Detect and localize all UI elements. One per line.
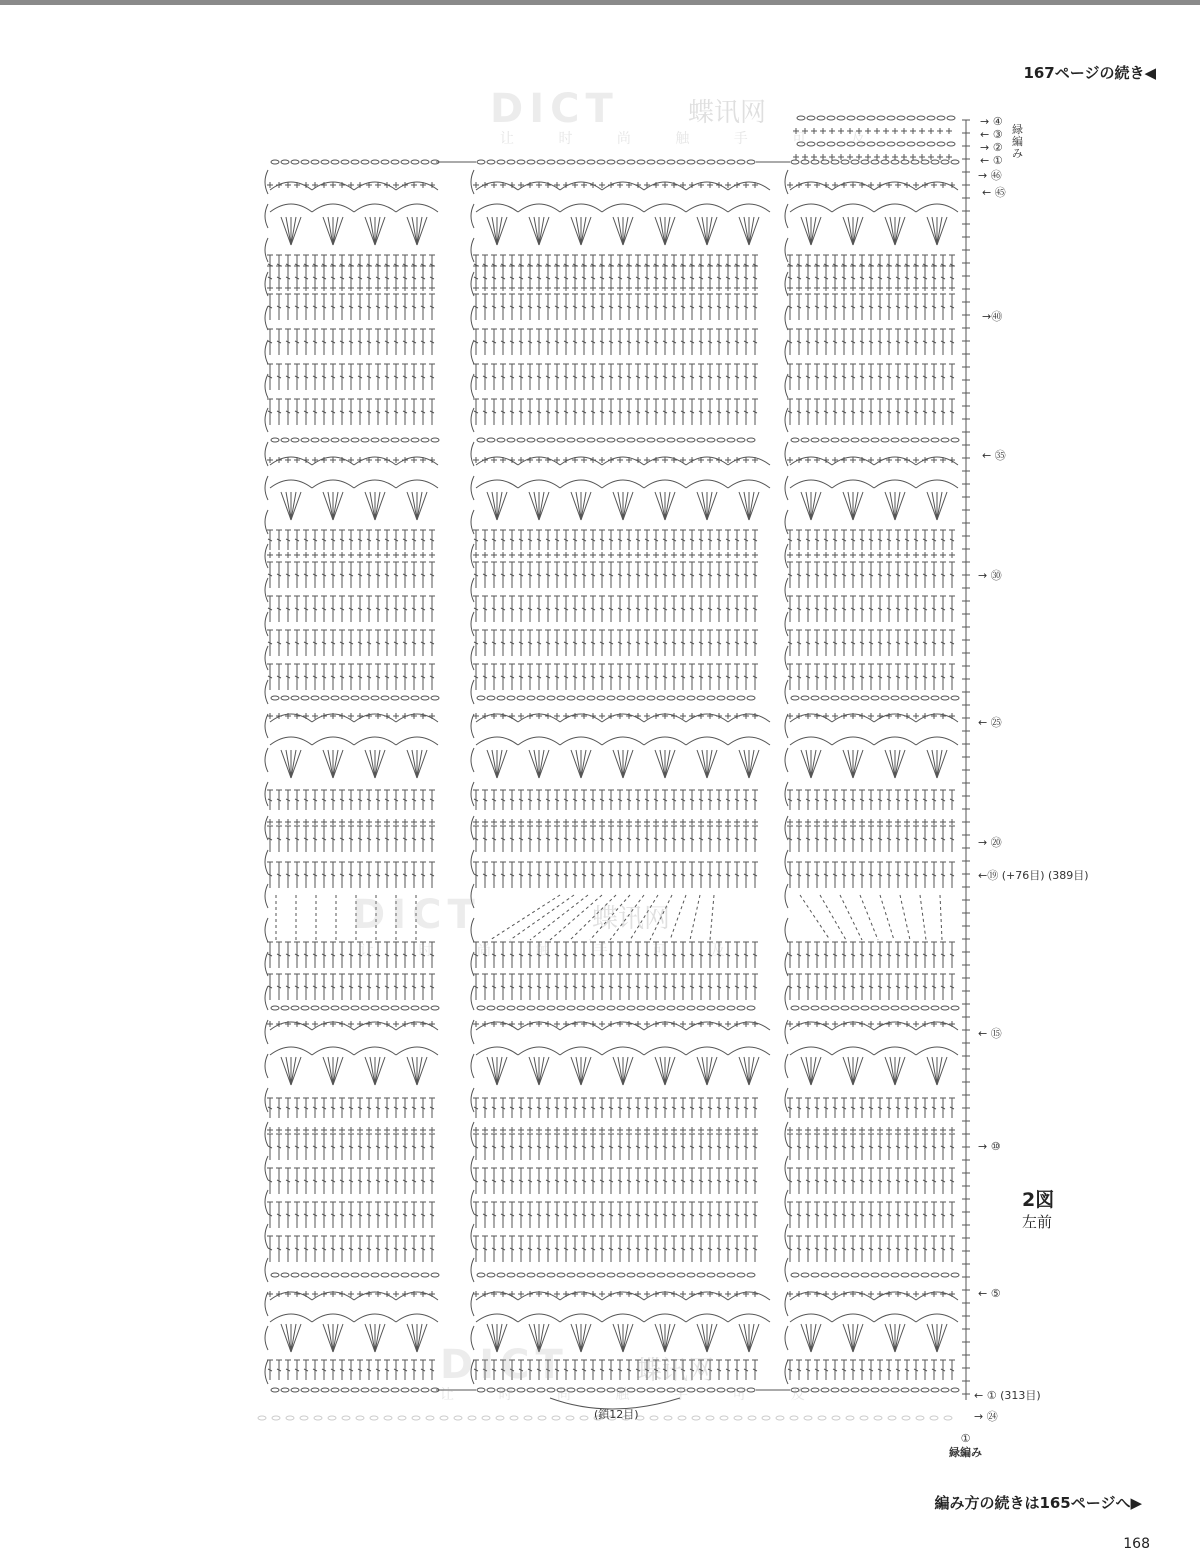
watermark-logo-bottom: DICT [440,1342,569,1388]
edge-pattern-label: 緑編み [1012,123,1023,160]
watermark-slogan-bottom: 让 时 尚 触 手 可 及 [440,1387,825,1403]
row-46-label: → ㊻ [978,169,1002,182]
row-45-label: ← ㊺ [982,186,1006,199]
edge-row-3-label: ← ③ [980,128,1003,141]
row-24-label: → ㉔ [974,1410,998,1423]
page-number: 168 [1123,1536,1150,1552]
watermark-brand-top: 蝶讯网 [688,98,767,128]
figure-subtitle: 左前 [1022,1213,1053,1231]
watermark-brand-middle: 蝶讯网 [592,904,671,934]
edge-row-1-label: ← ① [980,154,1003,167]
row-35-label: ← ㉟ [982,449,1006,462]
edge-row-4-label: → ④ [980,115,1003,128]
watermark-slogan-middle: 让 时 尚 触 手 可 及 [360,943,745,959]
base-row-marker: ① [960,1432,971,1445]
row-1-label: ← ① (313目) [974,1389,1041,1402]
base-pattern-name: 緑編み [949,1446,982,1459]
watermark-brand-bottom: 蝶讯网 [636,1356,715,1386]
row-19-label: ←⑲ (+76目) (389目) [978,869,1089,882]
continued-on-note: 編み方の続きは165ページへ▶ [934,1494,1142,1512]
continued-from-note: 167ページの続き◀ [1023,64,1156,82]
watermark-slogan-top: 让 时 尚 触 手 可 及 [500,131,885,147]
watermark-logo-top: DICT [490,86,619,132]
row-5-label: ← ⑤ [978,1287,1001,1300]
row-20-label: → ⑳ [978,836,1002,849]
edge-row-2-label: → ② [980,141,1003,154]
watermark-logo-middle: DICT [352,892,481,938]
base-pattern-label [949,1432,982,1460]
chain-count-label: (鎖12目) [594,1408,639,1421]
figure-title: 2図 [1022,1189,1055,1211]
row-15-label: ← ⑮ [978,1027,1002,1040]
row-10-label: → ⑩ [978,1140,1001,1153]
row-25-label: ← ㉕ [978,716,1002,729]
row-30-label: → ㉚ [978,569,1002,582]
row-40-label: →㊵ [982,310,1003,323]
